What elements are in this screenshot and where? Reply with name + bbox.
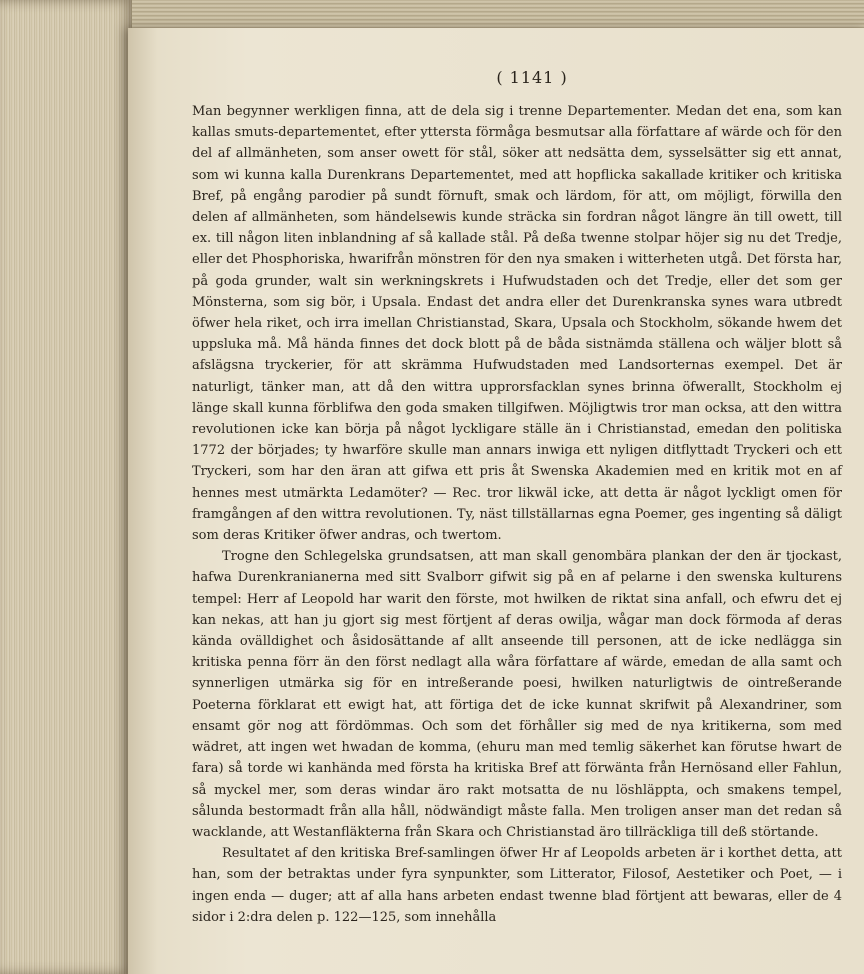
book-page xyxy=(128,28,864,974)
left-page-edges xyxy=(0,0,132,974)
paragraph-3: Resultatet af den kritiska Bref-samlingen öfwer Hr af Leopolds arbeten är i korthet detta, att han, som der betraktas under fyra synpunkter, som Litterator, Filosof, Aestetiker och Poet, — i ingen enda — duger; att af alla hans arbeten endast twenne blad förtjent att bewaras, eller de 4 sidor i 2:dra delen p. 122—125, som innehålla xyxy=(192,846,842,925)
paragraph-1: Man begynner werkligen finna, att de dela sig i trenne Departementer. Medan det ena, som kan kallas smuts-departementet, efter yttersta förmåga besmutsar alla författare af wärde och för den del af allmänheten, som anser owett för stål, söker att nedsätta dem, sysselsätter sig ett annat, som wi kunna kalla Durenkrans Departementet, med att hopflicka sakallade kritiker och kritiska Bref, på engång parodier på sundt förnuft, smak och lärdom, för att, om möjligt, förwilla den delen af allmänheten, som händelsewis kunde sträcka sin fordran något längre än till owett, till ex. till någon liten inblandning af så kallade stål. På deßa twenne stolpar höjer sig nu det Tredje, eller det Phosphoriska, hwarifrån mönstren för den nya smaken i witterheten utgå. Det första har, på goda grunder, walt sin werkningskrets i Hufwudstaden och det Tredje, eller det som ger Mönsterna, som sig bör, i Upsala. Endast det andra eller det Durenkranska synes wara utbredt öfwer hela riket, och irra imellan Christianstad, Skara, Upsala och Stockholm, sökande hwem det uppsluka må. Må hända finnes det dock blott på de båda sistnämda ställena och wäljer blott så afslägsna tryckerier, för att skrämma Hufwudstaden med Landsorternas exempel. Det är naturligt, tänker man, att då den wittra upprorsfacklan synes brinna öfwerallt, Stockholm ej länge skall kunna förblifwa den goda smaken tillgifwen. Möjligtwis tror man ocksa, att den wittra revolutionen icke kan börja på något lyckligare ställe än i Christianstad, emedan den politiska 1772 der börjades; ty hwarföre skulle man annars inwiga ett nyligen ditflyttadt Tryckeri och ett Tryckeri, som har den äran att gifwa ett pris åt Swenska Akademien med en kritik mot en af hennes mest utmärkta Ledamöter? — Rec. tror likwäl icke, att detta är något lyckligt omen för framgången af den wittra revolutionen. Ty, näst tillställarnas egna Poemer, ges ingenting så däligt som deras Kritiker öfwer andras, och twertom. xyxy=(192,104,842,544)
page-number: ( 1141 ) xyxy=(496,68,568,87)
page-content xyxy=(192,68,842,928)
paragraph-2: Trogne den Schlegelska grundsatsen, att man skall genombära plankan der den är tjockast, hafwa Durenkranianerna med sitt Svalborr gifwit sig på en af pelarne i den swenska kulturens tempel: Herr af Leopold har warit den förste, mot hwilken de riktat sina anfall, och efwru det ej kan nekas, att han ju gjort sig mest förtjent af deras owilja, wågar man dock förmoda af deras kända ovälldighet och åsidosättande af allt anseende till personen, att de icke nedlägga sin kritiska penna förr än den först nedlagt alla wåra författare af wärde, emedan de alla samt och synnerligen utmärka sig för en intreßerande poesi, hwilken naturligtwis de ointreßerande Poeterna förklarat ett ewigt hat, att förtiga det de icke kunnat skrifwit på Alexandriner, som ensamt gör nog att fördömmas. Och som det förhåller sig med de nya kritikerna, som med wädret, att ingen wet hwadan de komma, (ehuru man med temlig säkerhet kan förutse hwart de fara) så torde wi kanhända med första ha kritiska Bref att förwänta från Hernösand eller Fahlun, så myckel mer, som deras windar äro rakt motsatta de nu löshläppta, och smakens tempel, sålunda bestormadt från alla håll, nödwändigt måste falla. Men troligen anser man det redan så wacklande, att Westanfläkterna från Skara och Christianstad äro tillräckliga till deß störtande. xyxy=(192,549,842,840)
